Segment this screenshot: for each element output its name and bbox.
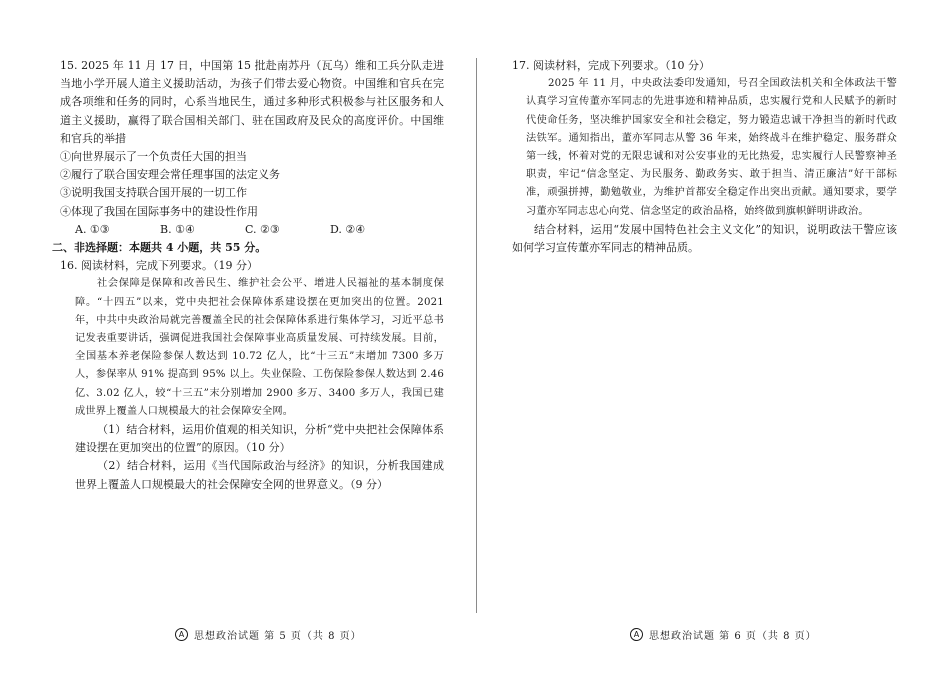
- q16-material: 社会保障是保障和改善民生、维护社会公平、增进人民福祉的基本制度保障。“十四五”以来，党中央把社会保障体系建设摆在更加突出的位置。2021 年，中共中央政治局就完善覆盖全民的社会保障体系进行集体学习，习近平总书记发表重要讲话，强调促进我国社会保障事业高质量发展、可持续发展。目前，全国基本养老保险参保人数达到 10.72 亿人，比“十三五”末增加 7300 多万人，参保率从 91% 提高到 95% 以上。失业保险、工伤保险参保人数达到 2.46 亿、3.02 亿人，较“十三五”末分别增加 2900 多万、3400 多万人，我国已建成世界上覆盖人口规模最大的社会保障安全网。: [75, 278, 444, 417]
- left-page-number: 思想政治试题 第 5 页（共 8 页）: [194, 631, 362, 642]
- right-footer: [630, 627, 817, 642]
- q16-sub2: （2）结合材料，运用《当代国际政治与经济》的知识，分析我国建成世界上覆盖人口规模最大的社会保障安全网的世界意义。（9 分）: [75, 459, 444, 491]
- q15-stem: 15. 2025 年 11 月 17 日，中国第 15 批赴南苏丹（瓦乌）维和工兵分队走进当地小学开展人道主义援助活动，为孩子们带去爱心物资。中国维和官兵在完成各项维和任务的同时，心系当地民生，通过多种形式积极参与社区服务和人道主义援助，赢得了联合国相关部门、驻在国政府及民众的高度评价。中国维和官兵的举措: [60, 59, 444, 145]
- q15-option-b: B. ①④: [160, 222, 195, 236]
- exam-logo-icon: A: [630, 628, 643, 641]
- left-column: [52, 57, 444, 494]
- q15-options: [60, 221, 415, 239]
- q15-option-a: A. ①③: [75, 222, 110, 236]
- q16-sub1: （1）结合材料，运用价值观的相关知识，分析“党中央把社会保障体系建设摆在更加突出的位置”的原因。（10 分）: [75, 423, 444, 455]
- page-divider: [476, 58, 477, 613]
- q17-question: 结合材料，运用“发展中国特色社会主义文化”的知识，说明政法干警应该如何学习宣传董亦军同志的精神品质。: [512, 222, 897, 255]
- q15-item-1: ①向世界展示了一个负责任大国的担当: [60, 150, 247, 164]
- right-page-number: 思想政治试题 第 6 页（共 8 页）: [649, 631, 817, 642]
- q17-material: 2025 年 11 月，中央政法委印发通知，号召全国政法机关和全体政法干警认真学习宣传董亦军同志的先进事迹和精神品质，忠实履行党和人民赋予的新时代使命任务，坚决维护国家安全和社会稳定，努力锻造忠诚干净担当的新时代政法铁军。通知指出，董亦军同志从警 36 年来，始终战斗在维护稳定、服务群众第一线，怀着对党的无限忠诚和对公安事业的无比热爱，忠实履行人民警察神圣职责，牢记“信念坚定、为民服务、勤政务实、敢于担当、清正廉洁”好干部标准，顽强拼搏，勤勉敬业，为维护首都安全稳定作出突出贡献。通知要求，要学习董亦军同志忠心向党、信念坚定的政治品格，始终做到旗帜鲜明讲政治。: [526, 78, 897, 217]
- q15-option-c: C. ②③: [245, 222, 280, 236]
- q17-stem: 17. 阅读材料，完成下列要求。（10 分）: [512, 59, 710, 72]
- q15-item-2: ②履行了联合国安理会常任理事国的法定义务: [60, 168, 280, 182]
- q15-item-3: ③说明我国支持联合国开展的一切工作: [60, 186, 247, 200]
- right-column: [512, 57, 897, 257]
- q15-option-d: D. ②④: [330, 222, 366, 236]
- section-title: 二、非选择题：本题共 4 小题，共 55 分。: [52, 241, 267, 255]
- left-footer: [175, 627, 362, 642]
- exam-logo-icon: A: [175, 628, 188, 641]
- right-page: [478, 0, 950, 673]
- q15-item-4: ④体现了我国在国际事务中的建设性作用: [60, 204, 258, 218]
- q16-stem: 16. 阅读材料，完成下列要求。（19 分）: [60, 259, 258, 273]
